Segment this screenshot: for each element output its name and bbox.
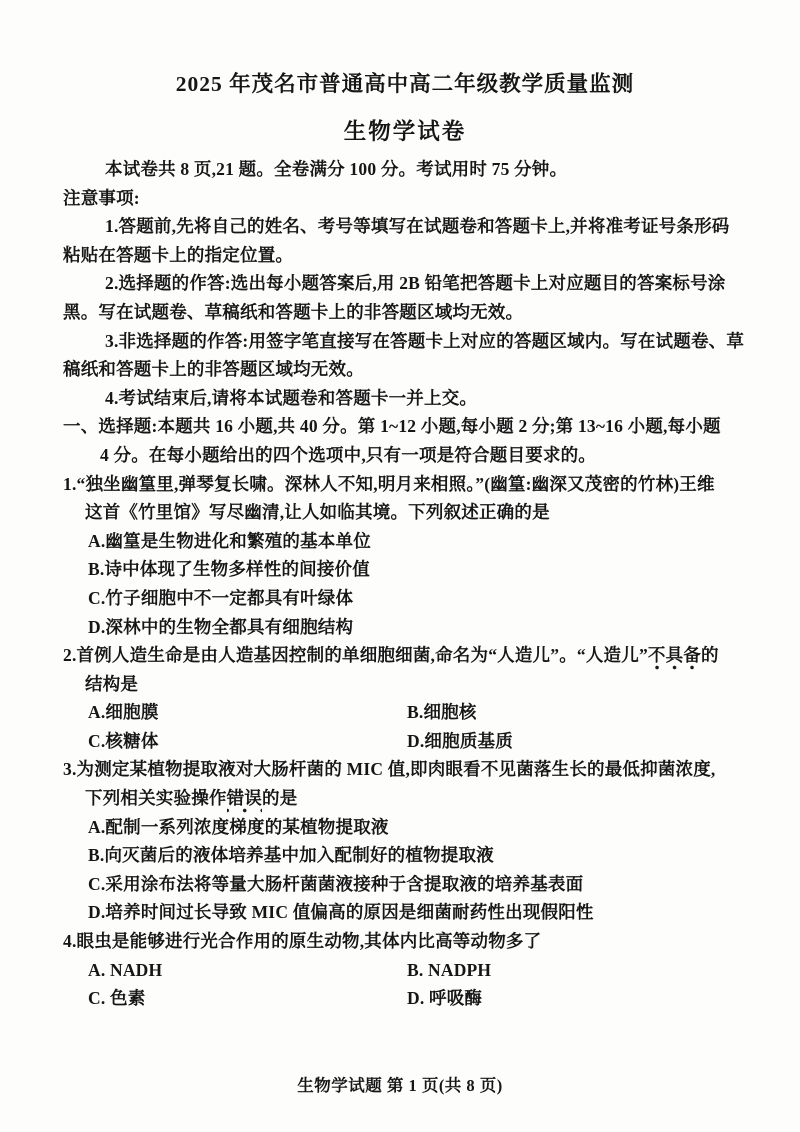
emphasized-text: 错误 <box>227 788 262 813</box>
option: B.向灭菌后的液体培养基中加入配制好的植物提取液 <box>88 845 494 866</box>
question-2 <box>63 641 747 755</box>
option-row <box>63 956 747 985</box>
exam-content <box>63 68 747 1013</box>
stem-text: 下列相关实验操作 <box>85 788 227 809</box>
option: A.配制一系列浓度梯度的某植物提取液 <box>88 816 389 837</box>
notice-item <box>63 212 747 269</box>
option: C.核糖体 <box>88 730 159 751</box>
stem-text: 2.首例人造生命是由人造基因控制的单细胞细菌,命名为“人造儿”。“人造儿” <box>63 645 648 666</box>
question-stem-line: 4.眼虫是能够进行光合作用的原生动物,其体内比高等动物多了 <box>63 931 542 952</box>
notice-line: 4.考试结束后,请将本试题卷和答题卡一并上交。 <box>105 387 478 408</box>
section-heading-line: 4 分。在每小题给出的四个选项中,只有一项是符合题目要求的。 <box>100 444 596 465</box>
option: C. 色素 <box>88 988 146 1009</box>
option: A.细胞膜 <box>88 702 159 723</box>
emphasized-text: 不具备 <box>648 645 701 670</box>
exam-title: 2025 年茂名市普通高中高二年级教学质量监测 <box>175 72 635 96</box>
option: A.幽篁是生物进化和繁殖的基本单位 <box>88 530 371 551</box>
notice-line: 稿纸和答题卡上的非答题区域均无效。 <box>63 359 364 380</box>
exam-info: 本试卷共 8 页,21 题。全卷满分 100 分。考试用时 75 分钟。 <box>105 159 568 179</box>
question-1 <box>63 470 747 642</box>
notice-line: 1.答题前,先将自己的姓名、考号等填写在试题卷和答题卡上,并将准考证号条形码 <box>105 216 730 237</box>
notice-item <box>63 327 747 384</box>
notice-line: 黑。写在试题卷、草稿纸和答题卡上的非答题区域均无效。 <box>63 301 524 322</box>
question-stem-line <box>63 784 747 813</box>
option: A. NADH <box>88 959 163 980</box>
option: B.细胞核 <box>407 702 477 723</box>
notice-item <box>63 269 747 326</box>
option: D.深林中的生物全都具有细胞结构 <box>88 616 354 637</box>
option-row <box>63 727 747 756</box>
question-stem-line: 1.“独坐幽篁里,弹琴复长啸。深林人不知,明月来相照。”(幽篁:幽深又茂密的竹林)王维 <box>63 473 715 494</box>
question-3 <box>63 755 747 927</box>
question-stem-line: 结构是 <box>85 673 139 694</box>
option-row <box>63 984 747 1013</box>
notice-line: 粘贴在答题卡上的指定位置。 <box>63 244 294 265</box>
section-one-heading <box>63 412 747 469</box>
stem-text: 的是 <box>262 788 298 809</box>
option: B. NADPH <box>407 959 492 980</box>
option: D.培养时间过长导致 MIC 值偏高的原因是细菌耐药性出现假阳性 <box>88 902 594 923</box>
notice-heading: 注意事项: <box>63 187 140 208</box>
question-4 <box>63 927 747 1013</box>
option: B.诗中体现了生物多样性的间接价值 <box>88 559 370 580</box>
option: C.采用涂布法将等量大肠杆菌菌液接种于含提取液的培养基表面 <box>88 873 584 894</box>
notice-line: 2.选择题的作答:选出每小题答案后,用 2B 铅笔把答题卡上对应题目的答案标号涂 <box>105 273 726 294</box>
question-stem-line: 3.为测定某植物提取液对大肠杆菌的 MIC 值,即肉眼看不见菌落生长的最低抑菌浓度, <box>63 759 716 780</box>
notice-line: 3.非选择题的作答:用签字笔直接写在答题卡上对应的答题区域内。写在试题卷、草 <box>105 330 745 351</box>
stem-text: 的 <box>701 645 719 666</box>
page-footer: 生物学试题 第 1 页(共 8 页) <box>297 1076 503 1095</box>
option: D. 呼吸酶 <box>407 988 483 1009</box>
question-stem-line <box>63 641 747 670</box>
question-stem-line: 这首《竹里馆》写尽幽清,让人如临其境。下列叙述正确的是 <box>85 502 550 523</box>
option: D.细胞质基质 <box>407 730 513 751</box>
option: C.竹子细胞中不一定都具有叶绿体 <box>88 587 354 608</box>
option-row <box>63 698 747 727</box>
notice-item <box>63 384 747 413</box>
exam-subtitle: 生物学试卷 <box>343 119 467 144</box>
section-heading-line: 一、选择题:本题共 16 小题,共 40 分。第 1~12 小题,每小题 2 分;第 13~16 小题,每小题 <box>63 416 721 437</box>
